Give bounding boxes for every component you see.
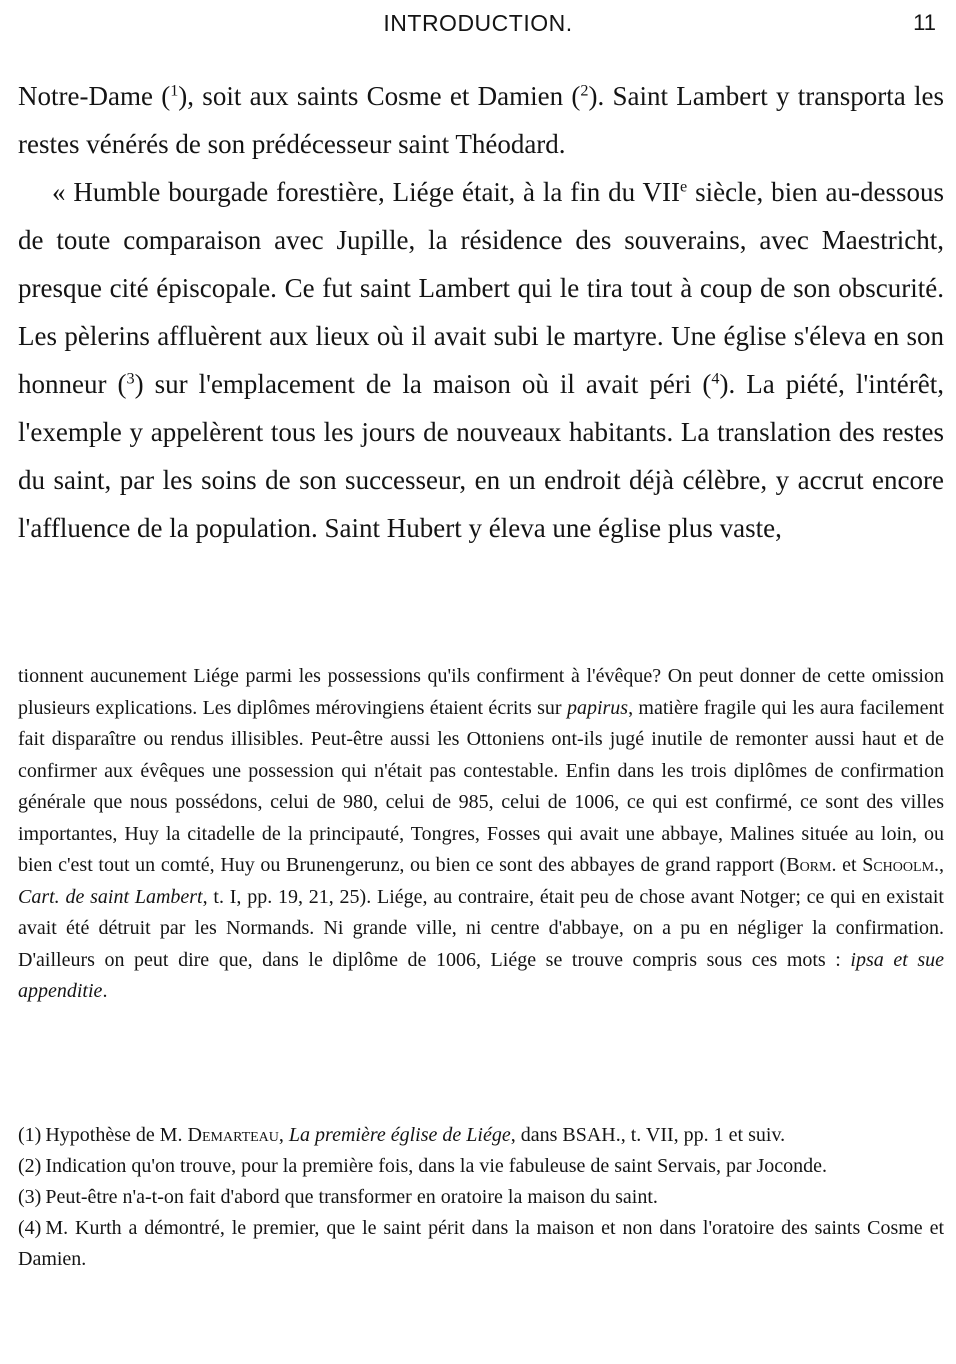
text-run: , matière fragile qui les aura facilement fait disparaître ou rendus illisibles. Peut-être aussi les Ottoniens ont-ils jugé inutile de remonter aussi haut et de confirmer aux évêques une possession qui n'était pas contestable. Enfin dans les trois diplômes de confirmation générale que nous possédons, celui de 980, celui de 985, celui de 1006, ce qui est confirmé, ce sont des villes importantes, Huy la citadelle de la principauté, Tongres, Fosses qui avait une abbaye, Malines située au loin, ou bien c'est tout un comté, Huy ou Brunengerunz, ou bien ce sont des abbayes de grand rapport ( (18, 696, 944, 876)
italic-title: La première église de Liége (288, 1124, 511, 1146)
footnote-ref-1: 1 (170, 81, 179, 100)
text-run: siècle, bien au-dessous de toute comparaison avec Jupille, la résidence des souverains, avec Maestricht, presque cité épiscopale. Ce fut saint Lambert qui le tira tout à coup de son obscurité. Les pèlerins affluèrent aux lieux où il avait subi le martyre. Une église s'éleva en son honneur ( (18, 177, 944, 399)
footnote-4 (18, 1213, 944, 1275)
footnotes (18, 1120, 944, 1275)
footnote-ref-4: 4 (711, 369, 720, 388)
footnote-mark: (3) (18, 1186, 42, 1208)
text-run: ), soit aux saints Cosme et Damien ( (178, 81, 581, 111)
author-name: Schoolm. (862, 854, 940, 876)
text-run: Hypothèse de M. (45, 1124, 188, 1146)
footnote-ref-3: 3 (126, 369, 135, 388)
text-run: ) sur l'emplacement de la maison où il avait péri ( (134, 369, 712, 399)
text-run: , (939, 854, 945, 876)
author-name: Borm. (786, 854, 837, 876)
footnote-3 (18, 1182, 944, 1213)
page-number: 11 (913, 10, 936, 35)
main-text (18, 72, 944, 552)
footnote-mark: (1) (18, 1124, 42, 1146)
footnote-1 (18, 1120, 944, 1151)
text-run: Notre-Dame ( (18, 81, 171, 111)
footnote-mark: (4) (18, 1217, 42, 1239)
running-title: INTRODUCTION. (383, 10, 573, 36)
text-run: , t. I, pp. 19, 21, 25). Liége, au contraire, était peu de chose avant Notger; ce qui en existait avait été détruit par les Normands. Ni grande ville, ni centre d'abbaye, on a pu en négliger la confirmation. D'ailleurs on peut dire que, dans le diplôme de 1006, Liége se trouve compris sous ces mots : (18, 885, 944, 971)
italic-term: papirus (566, 696, 629, 719)
footnote-text: Indication qu'on trouve, pour la première fois, dans la vie fabuleuse de saint Servais, par Joconde. (45, 1155, 828, 1177)
text-run: ). La piété, l'intérêt, l'exemple y appelèrent tous les jours de nouveaux habitants. La translation des restes du saint, par les soins de son successeur, en un endroit déjà célèbre, y accrut encore l'affluence de la population. Saint Hubert y éleva une église plus vaste, (18, 369, 944, 543)
footnote-text: M. Kurth a démontré, le premier, que le saint périt dans la maison et non dans l'oratoire des saints Cosme et Damien. (18, 1217, 944, 1270)
text-run: et (836, 854, 863, 876)
continued-note-text (18, 661, 944, 1008)
text-run: , (278, 1124, 289, 1146)
continued-note (18, 661, 944, 1008)
footnote-mark: (2) (18, 1155, 42, 1177)
footnote-text: Peut-être n'a-t-on fait d'abord que transformer en oratoire la maison du saint. (45, 1186, 658, 1208)
main-paragraph-1 (18, 72, 944, 168)
text-run: , dans BSAH., t. VII, pp. 1 et suiv. (510, 1124, 786, 1146)
footnote-2 (18, 1151, 944, 1182)
footnote-ref-2: 2 (580, 81, 589, 100)
text-run: ). Saint Lambert y transporta les restes vénérés de son prédécesseur saint Théodard. (18, 81, 944, 159)
century-superscript: e (680, 177, 688, 196)
text-run: tionnent aucunement Liége parmi les possessions qu'ils confirment à l'évêque? On peut donner de cette omission plusieurs explications. Les diplômes mérovingiens étaient écrits sur (18, 665, 944, 719)
main-paragraph-2 (18, 168, 944, 552)
italic-quote: ipsa et sue appenditie (18, 948, 945, 1002)
author-name: Demarteau (187, 1124, 279, 1146)
text-run: . (102, 980, 108, 1002)
italic-title: Cart. de saint Lambert (18, 885, 203, 908)
text-run: « Humble bourgade forestière, Liége était, à la fin du VII (52, 177, 681, 207)
page-header (0, 6, 956, 40)
